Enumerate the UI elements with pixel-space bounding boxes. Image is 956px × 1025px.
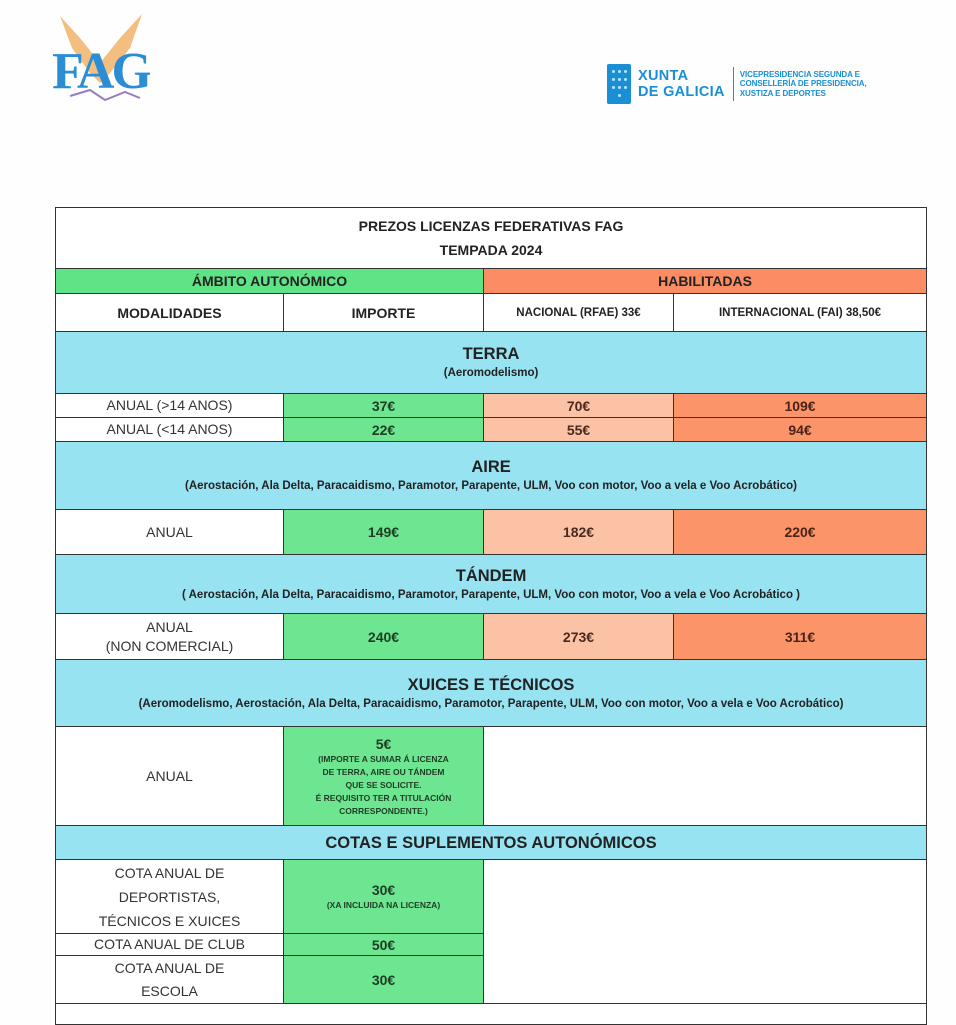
internacional-value: 220€ <box>674 510 927 555</box>
importe-value: 50€ <box>284 934 484 956</box>
section-tandem <box>56 555 927 614</box>
importe-value: 240€ <box>284 614 484 660</box>
row-label-line2: ESCOLA <box>141 982 198 999</box>
group-habilitadas: HABILITADAS <box>484 269 927 294</box>
section-aire <box>56 442 927 510</box>
group-header-row <box>56 269 927 294</box>
importe-note: (XA INCLUIDA NA LICENZA) <box>326 900 441 910</box>
section-title: AIRE <box>471 458 511 476</box>
table-row <box>56 510 927 555</box>
section-subtitle: ( Aerostación, Ala Delta, Paracaidismo, Paramotor, Parapente, ULM, Voo con motor, Voo a vela e Voo Acrobático ) <box>182 588 800 601</box>
nacional-value: 55€ <box>484 418 674 442</box>
row-label: ANUAL (>14 ANOS) <box>56 394 284 418</box>
group-autonomico: ÁMBITO AUTONÓMICO <box>56 269 484 294</box>
row-label: ANUAL (<14 ANOS) <box>56 418 284 442</box>
internacional-value: 109€ <box>674 394 927 418</box>
section-header <box>56 660 927 727</box>
row-label: ANUAL <box>56 727 284 826</box>
internacional-value: 311€ <box>674 614 927 660</box>
nacional-value: 182€ <box>484 510 674 555</box>
col-nacional: NACIONAL (RFAE) 33€ <box>484 294 674 332</box>
row-label: ANUAL <box>56 510 284 555</box>
xunta-name-line2: DE GALICIA <box>638 84 725 100</box>
table-row <box>56 394 927 418</box>
nacional-value: 273€ <box>484 614 674 660</box>
empty-cell <box>484 860 927 1004</box>
importe-note-line1: (IMPORTE A SUMAR Á LICENZA <box>318 753 449 764</box>
empty-cell <box>484 727 927 826</box>
importe-value: 37€ <box>284 394 484 418</box>
table-row <box>56 860 927 934</box>
section-terra <box>56 332 927 394</box>
importe-note-line3: QUE SE SOLICITE. <box>345 779 422 790</box>
empty-cell <box>56 1004 927 1025</box>
section-title: TERRA <box>462 345 520 363</box>
row-label <box>56 956 284 1004</box>
importe-note-line4: É REQUISITO TER A TITULACIÓN <box>315 792 452 803</box>
row-label-line2: DEPORTISTAS, <box>118 888 221 905</box>
xunta-shield-icon <box>607 64 631 104</box>
xunta-department <box>740 70 867 99</box>
license-prices-table <box>55 207 927 1025</box>
fag-logo-text: FAG <box>52 43 149 100</box>
section-cotas <box>56 826 927 860</box>
row-label: COTA ANUAL DE CLUB <box>56 934 284 956</box>
importe-value: 30€ <box>284 956 484 1004</box>
importe-note-line5: CORRESPONDENTE.) <box>339 805 428 816</box>
importe-value <box>284 727 484 826</box>
section-subtitle: (Aeromodelismo, Aerostación, Ala Delta, Paracaidismo, Paramotor, Parapente, ULM, Voo con motor, Voo a vela e Voo Acrobático) <box>138 697 844 710</box>
col-internacional: INTERNACIONAL (FAI) 38,50€ <box>674 294 927 332</box>
col-importe: IMPORTE <box>284 294 484 332</box>
column-header-row <box>56 294 927 332</box>
table-title-row <box>56 208 927 269</box>
section-title: COTAS E SUPLEMENTOS AUTONÓMICOS <box>325 833 657 852</box>
section-subtitle: (Aeromodelismo) <box>443 367 539 379</box>
nacional-value: 70€ <box>484 394 674 418</box>
row-label-line1: COTA ANUAL DE <box>114 959 225 976</box>
internacional-value: 94€ <box>674 418 927 442</box>
fag-logo-icon <box>50 8 150 108</box>
table-title-line2: TEMPADA 2024 <box>439 242 543 258</box>
xunta-dept-line2: CONSELLERÍA DE PRESIDENCIA, <box>739 79 867 89</box>
section-title: XUICES E TÉCNICOS <box>407 675 575 694</box>
table-title <box>56 208 927 269</box>
importe-note-line2: DE TERRA, AIRE OU TÁNDEM <box>322 766 445 777</box>
section-header <box>56 442 927 510</box>
xunta-logo <box>607 64 867 104</box>
col-modalidades: MODALIDADES <box>56 294 284 332</box>
xunta-dept-line3: XUSTIZA E DEPORTES <box>739 88 826 98</box>
section-title: TÁNDEM <box>455 566 527 585</box>
importe-value <box>284 860 484 934</box>
importe-value: 22€ <box>284 418 484 442</box>
section-header <box>56 555 927 614</box>
table-row <box>56 614 927 660</box>
table-row <box>56 727 927 826</box>
section-xuices <box>56 660 927 727</box>
importe-value: 149€ <box>284 510 484 555</box>
row-label <box>56 860 284 934</box>
section-header <box>56 826 927 860</box>
table-row-cutoff <box>56 1004 927 1025</box>
row-label-line1: COTA ANUAL DE <box>114 864 225 881</box>
table-title-line1: PREZOS LICENZAS FEDERATIVAS FAG <box>358 218 624 234</box>
xunta-dept-line1: VICEPRESIDENCIA SEGUNDA E <box>739 69 860 79</box>
importe-amount: 5€ <box>375 735 392 752</box>
row-label-line1: ANUAL <box>146 618 193 635</box>
importe-amount: 30€ <box>371 882 396 898</box>
xunta-divider <box>733 67 734 101</box>
section-header <box>56 332 927 394</box>
section-subtitle: (Aerostación, Ala Delta, Paracaidismo, Paramotor, Parapente, ULM, Voo con motor, Voo a vela e Voo Acrobático) <box>185 480 798 492</box>
row-label <box>56 614 284 660</box>
table-row <box>56 418 927 442</box>
xunta-name-line1: XUNTA <box>638 68 689 84</box>
fag-logo <box>50 8 150 108</box>
row-label-line3: TÉCNICOS E XUICES <box>98 912 241 929</box>
row-label-line2: (NON COMERCIAL) <box>105 637 234 654</box>
xunta-name <box>638 68 725 100</box>
